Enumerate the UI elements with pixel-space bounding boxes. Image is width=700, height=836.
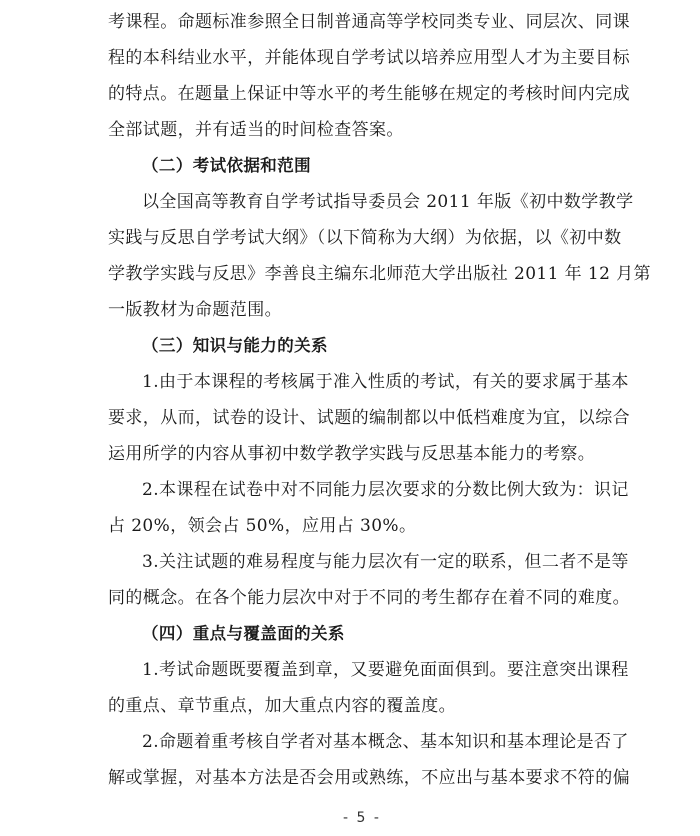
text-line: 程的本科结业水平，并能体现自学考试以培养应用型人才为主要目标 [108, 48, 630, 68]
text-line: 的重点、章节重点，加大重点内容的覆盖度。 [108, 696, 456, 716]
document-body [108, 4, 651, 796]
text-line: 2.本课程在试卷中对不同能力层次要求的分数比例大致为：识记 [142, 480, 629, 500]
text-line: 学教学实践与反思》李善良主编东北师范大学出版社 2011 年 12 月第 [108, 264, 651, 284]
text-line: 同的概念。在各个能力层次中对于不同的考生都存在着不同的难度。 [108, 588, 630, 608]
text-line: 1.由于本课程的考核属于准入性质的考试，有关的要求属于基本 [142, 372, 629, 392]
text-line: 要求，从而，试卷的设计、试题的编制都以中低档难度为宜，以综合 [108, 408, 630, 428]
paragraph-coverage-item-1 [108, 652, 629, 724]
paragraph-item-2 [108, 472, 629, 544]
text-line: 3.关注试题的难易程度与能力层次有一定的联系，但二者不是等 [142, 552, 629, 572]
page-number [0, 808, 700, 828]
text-line: 考课程。命题标准参照全日制普通高等学校同类专业、同层次、同课 [108, 12, 630, 32]
paragraph-item-3 [108, 544, 630, 616]
section-heading-knowledge-ability: （三）知识与能力的关系 [142, 336, 328, 355]
paragraph-exam-basis [108, 184, 651, 328]
text-line: 一版教材为命题范围。 [108, 300, 282, 320]
text-line: 实践与反思自学考试大纲》（以下简称为大纲）为依据，以《初中数 [108, 228, 622, 248]
section-heading-exam-basis: （二）考试依据和范围 [142, 156, 311, 175]
paragraph-coverage-item-2 [108, 724, 630, 796]
text-line: 以全国高等教育自学考试指导委员会 2011 年版《初中数学教学 [142, 192, 634, 212]
text-line: 1.考试命题既要覆盖到章，又要避免面面俱到。要注意突出课程 [142, 660, 629, 680]
text-line: 全部试题，并有适当的时间检查答案。 [108, 120, 404, 140]
text-line: 2.命题着重考核自学者对基本概念、基本知识和基本理论是否了 [142, 732, 629, 752]
paragraph-intro [108, 4, 630, 148]
text-line: 运用所学的内容从事初中数学教学实践与反思基本能力的考察。 [108, 444, 596, 464]
page-number-text: - 5 - [343, 810, 381, 826]
text-line: 解或掌握，对基本方法是否会用或熟练，不应出与基本要求不符的偏 [108, 768, 630, 788]
paragraph-item-1 [108, 364, 630, 472]
text-line: 的特点。在题量上保证中等水平的考生能够在规定的考核时间内完成 [108, 84, 630, 104]
text-line: 占 20%，领会占 50%，应用占 30%。 [108, 516, 417, 536]
section-heading-focus-coverage: （四）重点与覆盖面的关系 [142, 624, 345, 643]
